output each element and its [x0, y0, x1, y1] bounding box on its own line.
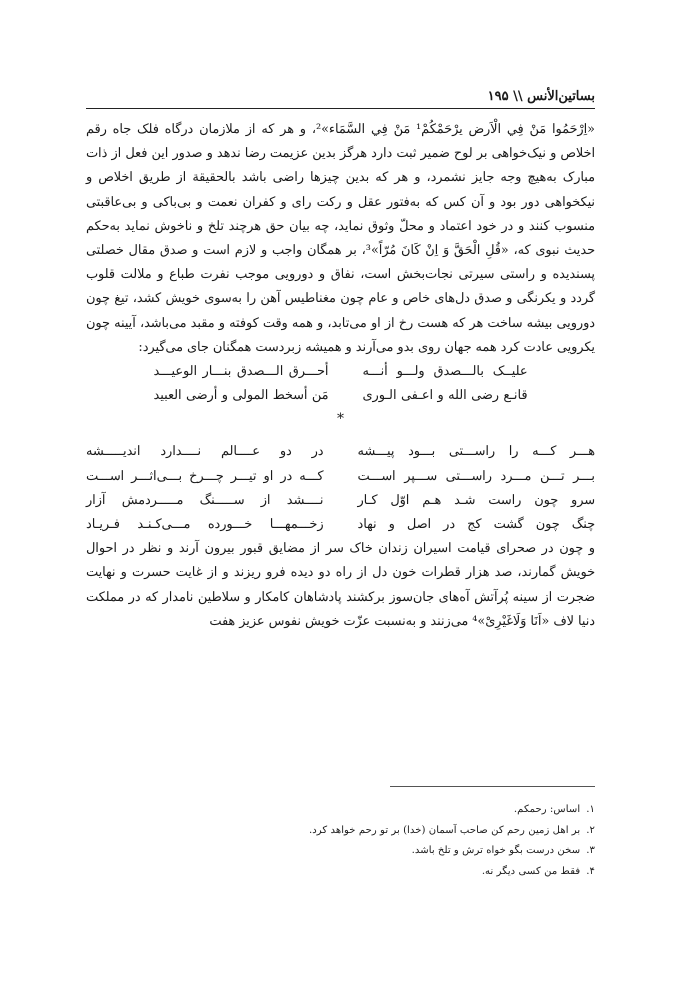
footnote — [86, 862, 595, 883]
footnote-text: بر اهل زمین رحم کن صاحب آسمان (خدا) بر تو رحم خواهد کرد. — [308, 824, 581, 836]
section-separator: * — [337, 411, 344, 428]
hemistich: قانـع رضی الله و اعـفی الـوری — [362, 388, 528, 404]
arabic-poem — [86, 360, 595, 408]
footnote — [86, 841, 595, 862]
spacer — [86, 430, 595, 440]
footnote-number: ۱. — [586, 804, 595, 815]
poem-verse — [86, 465, 595, 489]
footnote-number: ۲. — [586, 824, 595, 836]
running-header — [86, 80, 595, 109]
hemistich: چنگ چون گشت کج در اصل و نهاد — [357, 517, 595, 533]
hemistich: سرو چون راست شـد هـم اوّل کـار — [357, 492, 595, 508]
footnote-number: ۴. — [586, 865, 595, 877]
footnote-divider — [390, 786, 595, 787]
footnote-text: اساس: رحمکم. — [513, 804, 581, 815]
footnote — [86, 800, 595, 821]
persian-poem — [86, 440, 595, 537]
paragraph: «اِرْحَمُوا مَنْ فِي الْاَرض يرْحَمْكُمْ¹ مَنْ فِي السَّمَاء»²، و هر که از ملازمان درگاه فلک جاه رقم اخلاص و نیک‌خواهی بر لوح ضمیر ثبت دارد هرگز بدین عزیمت رضا ندهد و صدور این فعل از ذات مبارک به‌هیچ وجه جایز نشمرد، و هر که بدین چیزها راضی باشد بالحقیقة از طریق اخلاص و نیکخواهی دور بود و آن کس که به‌فتور عقل و رکت رای و کفران نعمت و بی‌باکی و بی‌عاقبتی منسوب کنند و در خود اعتماد و محلّ وثوق نماید، چه بیان حق هرچند تلخ و ناخوش نماید به‌حکم حدیث نبوی که، «قُلِ الْحَقَّ وَ اِنْ كَانَ مُرّاً»³، بر همگان واجب و لازم است و صدق مقال خصلتی پسندیده و راستی سیرتی نجات‌بخش است، نفاق و دورویی موجب نفرت طباع و ملالت قلوب گردد و یکرنگی و صدق دل‌های خاص و عام چون مغناطیس آهن را به‌سوی خویش کشد، تیغ چون دورویی بیشه ساخت هر که هست رخ از او می‌تابد، و همه وقت کوفته و مقبد می‌باشد، آیینه چون یکرویی عادت کرد همه جهان روی بدو می‌آرند و همیشه زبردست همگنان جای می‌گیرد: — [86, 122, 595, 355]
footnotes — [86, 800, 595, 882]
hemistich: مَن أسخط المولی و أرضی العبید — [153, 388, 329, 404]
hemistich: کـــه در او تیـــر چـــرخ بـــی‌اثـــر اســـت — [86, 468, 324, 484]
running-title: بساتین‌الأنس \\ ۱۹۵ — [487, 89, 595, 104]
footnote-text: فقط من کسی دیگر نه. — [481, 865, 581, 877]
main-text — [86, 118, 595, 634]
hemistich: هـــر کـــه را راســـتی بـــود پیـــشه — [357, 444, 595, 460]
poem-verse — [86, 360, 595, 384]
poem-verse — [86, 489, 595, 513]
hemistich: أحـــرق الـــصدق بنـــار الوعیـــد — [153, 364, 329, 380]
footnote-number: ۳. — [586, 845, 595, 856]
hemistich: علیــک بالـــصدق ولـــو أنـــه — [362, 364, 528, 380]
hemistich: زخـــمهـــا خـــورده مـــی‌کـنـد فـریـاد — [86, 517, 324, 533]
poem-verse — [86, 440, 595, 464]
paragraph: و چون در صحرای قیامت اسیران زندان خاک سر از مضایق قبور بیرون آرند و نظر در احوال خویش گمارند، صد هزار قطرات خون دل از راه دو دیده فرو ریزند و از غایت حسرت و نهایت ضجرت از سینه پُرآتش آه‌های جان‌سوز برکشند پادشاهان کامکار و سلاطین نامدار که در مملکت دنیا لاف «اَنَا وَلَاغَیْرِیْ»⁴ می‌زنند و به‌نسبت عزّت خویش نفوس عزیز هفت — [86, 541, 595, 629]
footnote-text: سخن درست بگو خواه ترش و تلخ باشد. — [411, 845, 581, 856]
hemistich: در دو عــــالم نــــدارد اندیـــــشه — [86, 444, 324, 460]
hemistich: بـــر تـــن مـــرد راســـتی ســـپر اســـت — [357, 468, 595, 484]
footnote — [86, 821, 595, 842]
poem-verse — [86, 384, 595, 408]
hemistich: نــــشد از ســـــنگ مـــــردمش آزار — [86, 492, 324, 508]
poem-verse — [86, 513, 595, 537]
